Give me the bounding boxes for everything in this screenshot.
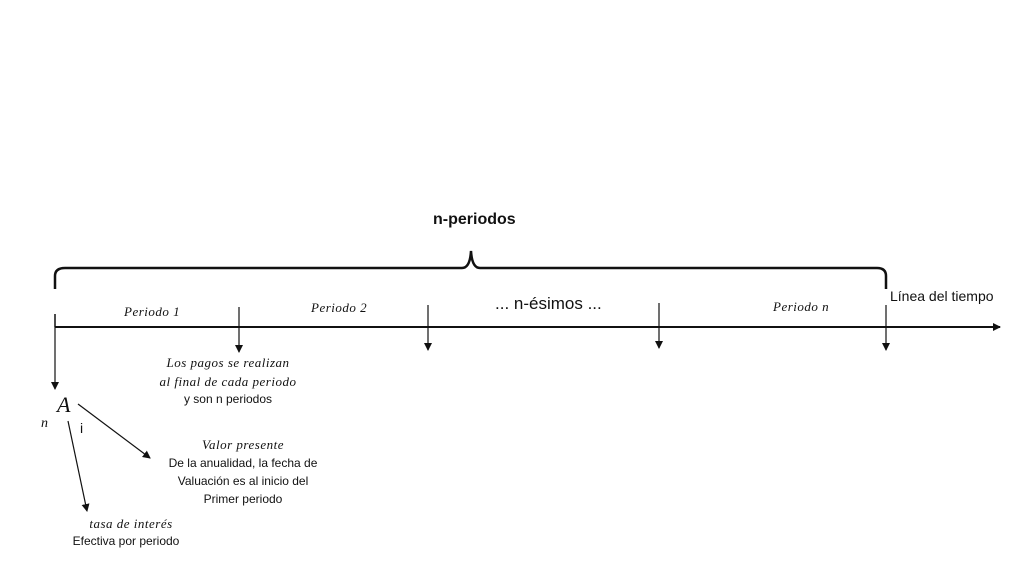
- interest-rate-pointer: [68, 421, 87, 511]
- payments-note-line-3: y son n periodos: [183, 392, 273, 406]
- interest-rate-heading: tasa de interés: [89, 516, 173, 531]
- diagram-title: n-periodos: [433, 211, 516, 228]
- period-label-2: Periodo 2: [311, 300, 368, 315]
- period-label-n: Periodo n: [773, 299, 830, 314]
- annuity-subscript-i: i: [80, 420, 84, 436]
- annuity-symbol: A: [57, 392, 71, 417]
- present-value-line-1: De la anualidad, la fecha de: [168, 456, 318, 470]
- timeline-label: Línea del tiempo: [890, 288, 994, 304]
- period-label-1: Periodo 1: [124, 304, 181, 319]
- present-value-pointer: [78, 404, 150, 458]
- present-value-line-3: Primer periodo: [203, 492, 283, 506]
- interest-rate-line: Efectiva por periodo: [72, 534, 180, 548]
- present-value-line-2: Valuación es al inicio del: [177, 474, 309, 488]
- present-value-heading: Valor presente: [202, 437, 284, 452]
- annuity-subscript-n: n: [41, 416, 49, 431]
- payments-note-line-1: Los pagos se realizan: [166, 355, 290, 370]
- payments-note-line-2: al final de cada periodo: [159, 374, 297, 389]
- period-label-nth: ... n-ésimos ...: [495, 294, 602, 313]
- n-periods-brace: [55, 251, 886, 289]
